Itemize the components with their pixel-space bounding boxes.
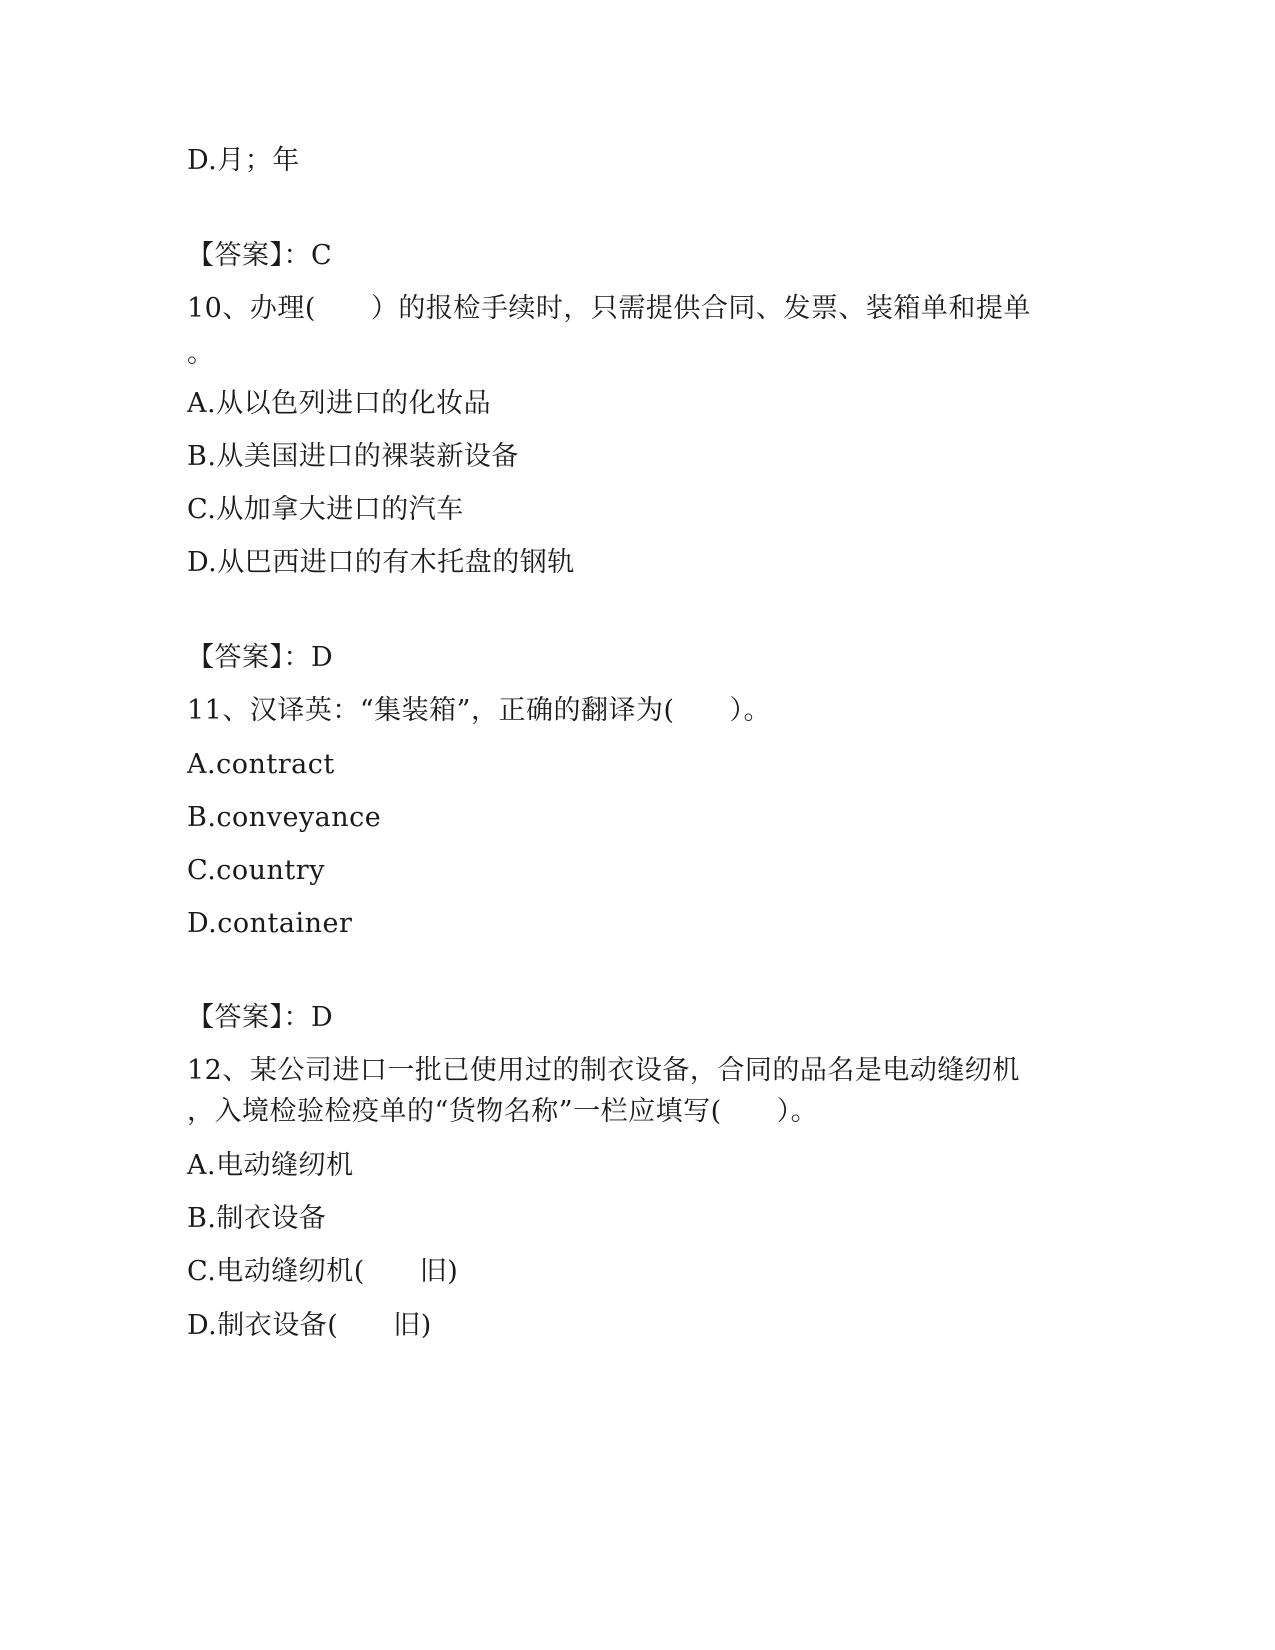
q11-option-a: A.contract <box>187 749 335 780</box>
q10-stem-line2: 。 <box>187 338 215 369</box>
q9-option-d: D.月；年 <box>187 145 300 176</box>
q11-stem: 11、汉译英：“集装箱”，正确的翻译为( ）。 <box>187 695 771 726</box>
q12-option-b: B.制衣设备 <box>187 1203 327 1234</box>
q10-answer: 【答案】：D <box>187 642 334 673</box>
q12-option-a: A.电动缝纫机 <box>187 1150 354 1181</box>
q9-answer: 【答案】：C <box>187 240 333 271</box>
q12-stem-line2: ，入境检验检疫单的“货物名称”一栏应填写( ）。 <box>187 1096 819 1127</box>
q10-option-b: B.从美国进口的裸装新设备 <box>187 441 519 472</box>
q10-stem-line1: 10、办理( ）的报检手续时，只需提供合同、发票、装箱单和提单 <box>187 293 1031 324</box>
q10-option-c: C.从加拿大进口的汽车 <box>187 494 464 525</box>
q11-option-d: D.container <box>187 908 353 939</box>
q11-option-c: C.country <box>187 855 325 886</box>
q10-option-a: A.从以色列进口的化妆品 <box>187 388 492 419</box>
q12-option-d: D.制衣设备( 旧) <box>187 1310 432 1341</box>
q11-option-b: B.conveyance <box>187 802 382 833</box>
q12-stem-line1: 12、某公司进口一批已使用过的制衣设备，合同的品名是电动缝纫机 <box>187 1055 1020 1086</box>
q10-option-d: D.从巴西进口的有木托盘的钢轨 <box>187 547 575 578</box>
q11-answer: 【答案】：D <box>187 1002 334 1033</box>
q12-option-c: C.电动缝纫机( 旧) <box>187 1256 459 1287</box>
